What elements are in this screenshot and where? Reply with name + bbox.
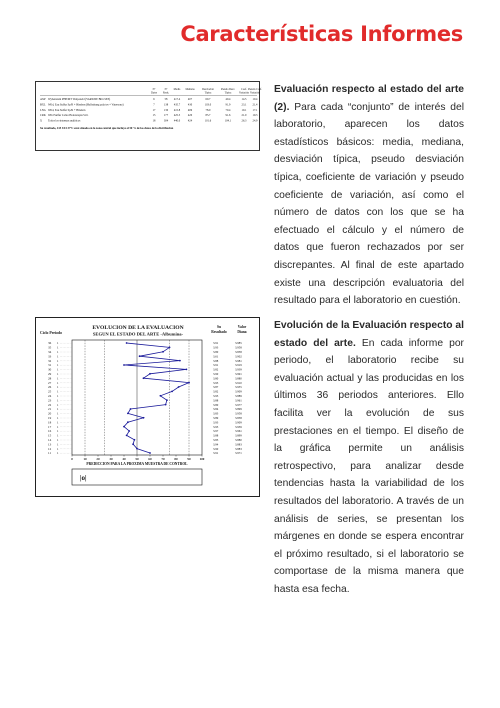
result-value: 3.83 (213, 438, 219, 442)
prediction-bar (72, 469, 202, 485)
cycle-marker: 1 (57, 420, 59, 425)
table-cell: 15 (152, 114, 156, 118)
cycle-marker: 1 (57, 367, 59, 372)
table-header-cell: Nº (152, 88, 156, 91)
x-axis-label: PREDICCION PARA LA PROXIMA MUESTRA DE CONTROL (86, 462, 188, 466)
cycle-label: 19 (48, 416, 52, 420)
target-value: 3.961 (235, 429, 242, 434)
result-value: 3.97 (213, 429, 219, 434)
cycle-label: 14 (48, 438, 52, 442)
table-cell: 104.1 (224, 119, 232, 123)
target-value: 3.880 (235, 438, 242, 442)
x-tick-label: 0 (71, 457, 73, 461)
evolution-point (126, 342, 128, 344)
table-header-cell: Media (173, 88, 181, 91)
table-cell: 425.3 (173, 114, 181, 118)
table-row-code: CRK (40, 114, 46, 118)
table-row-code: BXL (40, 103, 46, 107)
result-value: 3.82 (213, 389, 219, 394)
table-cell: 103.0 (204, 103, 212, 107)
section-evolution-body: En cada informe por periodo, el laboratorio recibe su evaluación actual y las producidas en los últimos 36 periodos anteriores. Ello facilita ver la evolución de sus prestaciones en el tiempo. El diseño de la gráfica permite un análisis retrospectivo, para analizar desde tendencias hasta la variabilidad de los resultados del laboratorio. A través de un análisis de series, se presentan los márgenes en donde se espera encontrar el próximo resultado, si el laboratorio se comportase de la misma manera que hasta esa fecha. (274, 337, 464, 595)
target-value: 3.939 (235, 424, 242, 429)
cycle-marker: 1 (57, 416, 59, 420)
result-value: 3.94 (213, 442, 219, 447)
cycle-label: 35 (48, 345, 52, 350)
cycle-label: 31 (48, 363, 52, 368)
target-value: 3.889 (235, 394, 242, 398)
x-tick-label: 50 (135, 457, 139, 461)
table-cell: 6 (153, 98, 155, 101)
cycle-marker: 1 (57, 363, 59, 368)
table-cell: 58 (164, 98, 168, 101)
table-cell: 7 (153, 103, 155, 107)
table-cell: 420 (187, 114, 193, 118)
x-tick-label: 100 (199, 457, 205, 461)
target-value: 3.985 (235, 341, 242, 346)
cycle-marker: 1 (57, 442, 59, 447)
cycle-label: 18 (48, 420, 52, 425)
result-value: 3.93 (213, 394, 219, 398)
x-tick-label: 60 (148, 457, 152, 461)
table-row-name: Todos los sistemas analíticos (48, 119, 81, 123)
evolution-point (186, 369, 188, 371)
result-value: 3.88 (213, 433, 219, 438)
result-value: 3.93 (213, 380, 219, 385)
table-cell: 101.6 (204, 119, 212, 123)
cycle-marker: 1 (57, 376, 59, 381)
cycle-marker: 1 (57, 389, 59, 394)
result-value: 3.90 (213, 446, 219, 451)
evolution-point (188, 382, 190, 384)
cycle-label: 21 (48, 407, 52, 412)
cycle-marker: 1 (57, 372, 59, 376)
prediction-marker: |o| (80, 474, 87, 482)
result-value: 3.83 (213, 411, 219, 416)
table-cell: 409 (187, 108, 193, 112)
cycle-marker: 1 (57, 394, 59, 398)
evolution-point (169, 347, 171, 349)
chart-target-header: Diana (237, 330, 247, 334)
chart-result-header: Su (217, 325, 221, 329)
section-state-of-art-body: Para cada “conjunto” de interés del laboratorio, aparecen los datos estadísticos básicos: media, mediana, desviación típica, pseudo desviación típica, coeficiente de variación y pseudo coeficiente de variación, así como el número de datos con los que se ha efectuado el cálculo y el número de datos que fueron rechazados por ser discrepantes. Al final de este apartado existe una descripción evaluatoria del resultado para el laboratorio en cuestión. (274, 101, 464, 307)
result-value: 3.80 (213, 376, 219, 381)
x-tick-label: 70 (161, 457, 165, 461)
target-value: 3.902 (235, 354, 242, 359)
result-value: 3.84 (213, 407, 219, 412)
result-value: 3.89 (213, 416, 219, 420)
table-header-cell: Datos (150, 91, 158, 95)
cycle-label: 16 (48, 429, 52, 434)
cycle-marker: 1 (57, 398, 59, 403)
table-header-cell: Típica (224, 91, 232, 95)
table-cell: 18 (152, 119, 156, 123)
evolution-point (132, 443, 134, 445)
evolution-point (165, 404, 167, 406)
target-value: 3.899 (235, 433, 242, 438)
evolution-point (160, 395, 162, 397)
table-footnote: Su resultado, 415 UI/l 37ºC está situado en la zona central que incluye el 50 % de los datos de la distribución (40, 126, 174, 130)
target-value: 3.880 (235, 376, 242, 381)
evolution-point (143, 417, 145, 419)
evolution-point (128, 430, 130, 432)
evolution-chart-figure (35, 317, 260, 497)
evolution-series-line (124, 343, 189, 453)
table-cell: 17.1 (252, 108, 258, 112)
target-value: 3.899 (235, 407, 242, 412)
table-row-code: LNG (40, 108, 46, 112)
x-tick-label: 80 (174, 457, 178, 461)
evolution-point (179, 360, 181, 362)
table-header-cell: Desviación (202, 88, 214, 91)
x-tick-label: 10 (83, 457, 87, 461)
cycle-label: 33 (48, 354, 52, 359)
result-value: 3.91 (213, 451, 219, 456)
result-value: 3.82 (213, 367, 219, 372)
cycle-label: 13 (48, 442, 52, 447)
result-value: 3.93 (213, 424, 219, 429)
table-cell: 23.1 (241, 103, 247, 107)
evolution-point (136, 448, 138, 450)
cycle-marker: 1 (57, 358, 59, 363)
table-row-name: Wild Sulfur Cobre Holoterapia S.D. (48, 114, 89, 118)
result-value: 3.91 (213, 341, 219, 346)
table-cell: 17 (152, 108, 156, 112)
cycle-label: 28 (48, 376, 52, 381)
table-cell: 417.4 (173, 98, 181, 101)
table-cell: 19.1 (241, 108, 247, 112)
target-value: 3.909 (235, 420, 242, 425)
page-title: Características Informes (180, 22, 463, 46)
table-cell: 91.6 (225, 114, 231, 118)
cycle-marker: 1 (57, 341, 59, 346)
result-value: 3.88 (213, 398, 219, 403)
x-tick-label: 40 (122, 457, 126, 461)
chart-cycle-header: Ciclo Periodo (40, 331, 63, 335)
cycle-label: 29 (48, 372, 52, 376)
cycle-label: 22 (48, 402, 52, 407)
target-value: 3.910 (235, 380, 242, 385)
table-cell: 407 (187, 98, 193, 101)
cycle-marker: 1 (57, 407, 59, 412)
evolution-point (149, 452, 151, 454)
cycle-marker: 1 (57, 424, 59, 429)
target-value: 3.977 (235, 402, 242, 407)
cycle-marker: 1 (57, 345, 59, 350)
cycle-label: 34 (48, 350, 52, 354)
evolution-point (166, 399, 168, 401)
evolution-point (130, 408, 132, 410)
table-header-cell: Rech. (163, 91, 169, 95)
result-value: 3.61 (213, 354, 219, 359)
cycle-label: 24 (48, 394, 52, 398)
table-header-cell: Mediana (185, 88, 195, 91)
cycle-marker: 1 (57, 451, 59, 456)
result-value: 3.87 (213, 385, 219, 390)
table-cell: 430 (187, 103, 193, 107)
result-value: 3.91 (213, 363, 219, 368)
x-tick-label: 90 (187, 457, 191, 461)
target-value: 3.981 (235, 358, 242, 363)
table-cell: 424 (187, 119, 193, 123)
chart-subtitle: SEGUN EL ESTADO DEL ARTE -Albumina- (92, 331, 184, 337)
cycle-label: 12 (48, 446, 52, 451)
target-value: 3.991 (235, 372, 242, 376)
target-value: 3.958 (235, 411, 242, 416)
cycle-label: 26 (48, 385, 52, 390)
table-cell: 14.5 (241, 98, 247, 101)
cycle-label: 27 (48, 380, 52, 385)
table-row-name: Wild, Eau Sulfur Sp/R + Hindern (Halbaitung pala tes + Vatersono) (48, 103, 124, 107)
table-cell: 435.7 (173, 103, 181, 107)
cycle-label: 23 (48, 398, 52, 403)
cycle-marker: 1 (57, 411, 59, 416)
target-value: 3.958 (235, 345, 242, 350)
table-cell: 138 (163, 103, 169, 107)
statistics-table-figure (35, 81, 260, 151)
cycle-label: 30 (48, 367, 52, 372)
cycle-label: 15 (48, 433, 52, 438)
table-header-cell: Pseudo Desv. (221, 88, 235, 91)
table-header-cell: Variación (239, 91, 249, 95)
section-state-of-art (274, 81, 464, 310)
target-value: 3.883 (235, 442, 242, 447)
target-value: 3.955 (235, 385, 242, 390)
result-value: 3.88 (213, 358, 219, 363)
evolution-point (127, 421, 129, 423)
table-cell: 21.0 (241, 114, 247, 118)
evolution-point (127, 413, 129, 415)
result-value: 3.93 (213, 345, 219, 350)
target-value: 3.919 (235, 363, 242, 368)
cycle-label: 17 (48, 424, 52, 429)
section-evolution (274, 317, 464, 599)
cycle-marker: 1 (57, 354, 59, 359)
section-evolution-heading: Evolución de la Evaluación respecto al estado del arte. (274, 320, 464, 349)
evolution-point (123, 426, 125, 428)
result-value: 3.80 (213, 350, 219, 354)
table-cell: 304 (163, 119, 169, 123)
evolution-point (143, 377, 145, 379)
evolution-point (178, 386, 180, 388)
table-header-cell: Típica (204, 91, 212, 95)
cycle-marker: 1 (57, 350, 59, 354)
cycle-label: 36 (48, 341, 52, 346)
evolution-point (126, 435, 128, 437)
x-tick-label: 20 (96, 457, 100, 461)
table-cell: 177 (163, 114, 169, 118)
cycle-marker: 1 (57, 433, 59, 438)
table-cell: 70.4 (225, 108, 231, 112)
table-cell: 26.3 (241, 119, 247, 123)
table-cell: 91.9 (225, 103, 231, 107)
chart-target-header: Valor (237, 325, 247, 329)
evolution-point (123, 364, 125, 366)
cycle-marker: 1 (57, 380, 59, 385)
cycle-label: 25 (48, 389, 52, 394)
result-value: 3.90 (213, 372, 219, 376)
table-cell: 440.0 (173, 119, 181, 123)
result-value: 3.93 (213, 420, 219, 425)
evolution-point (162, 351, 164, 353)
table-header-cell: Pseudo Coef. (248, 88, 262, 91)
chart-result-header: Resultado (211, 330, 227, 334)
chart-title: EVOLUCION DE LA EVALUACION (92, 325, 184, 331)
table-header-cell: Nº (164, 88, 168, 91)
table-cell: 85.7 (205, 114, 211, 118)
cycle-marker: 1 (57, 429, 59, 434)
cycle-marker: 1 (57, 385, 59, 390)
evolution-point (171, 391, 173, 393)
cycle-label: 20 (48, 411, 52, 416)
table-cell: 40.4 (225, 98, 231, 101)
table-cell: 21.4 (252, 103, 258, 107)
target-value: 3.939 (235, 367, 242, 372)
table-row-name: Wild, Eau Sulfur Sp/R + Hindern (48, 108, 86, 112)
table-row-name: Wybenstein PHP/MT Wolpazeld (VARIOSE BIO-SEE) (48, 98, 111, 101)
cycle-label: 11 (48, 451, 52, 456)
table-header-cell: Variación (250, 91, 260, 95)
x-tick-label: 30 (109, 457, 113, 461)
evolution-point (139, 355, 141, 357)
table-cell: 60.7 (205, 98, 211, 101)
target-value: 3.971 (235, 451, 242, 456)
evolution-point (149, 373, 151, 375)
target-value: 3.858 (235, 350, 242, 354)
table-row-code: AXP (40, 98, 46, 101)
cycle-marker: 1 (57, 446, 59, 451)
cycle-marker: 1 (57, 438, 59, 442)
table-cell: 10.4 (252, 98, 258, 101)
target-value: 3.858 (235, 416, 242, 420)
target-value: 3.909 (235, 389, 242, 394)
cycle-label: 32 (48, 358, 52, 363)
evolution-point (134, 439, 136, 441)
table-row-code: X (40, 119, 43, 123)
table-cell: 24.9 (252, 119, 258, 123)
cycle-marker: 1 (57, 402, 59, 407)
table-header-cell: Coef. (241, 88, 247, 91)
section-state-of-art-heading: Evaluación respecto al estado del arte (2). (274, 84, 464, 113)
table-cell: 19.3 (252, 114, 258, 118)
table-cell: 415.8 (173, 108, 181, 112)
table-cell: 78.0 (205, 108, 211, 112)
target-value: 3.961 (235, 398, 242, 403)
result-value: 3.80 (213, 402, 219, 407)
target-value: 3.883 (235, 446, 242, 451)
table-cell: 130 (163, 108, 169, 112)
